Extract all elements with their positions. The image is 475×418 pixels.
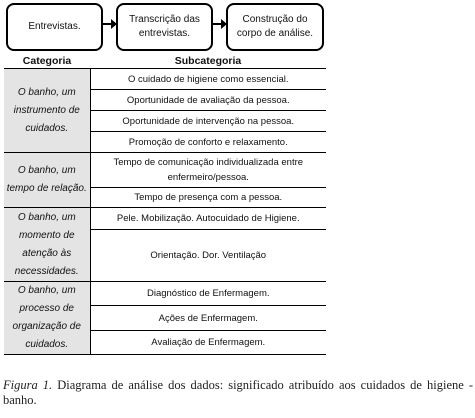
subcategory-cell: Pele. Mobilização. Autocuidado de Higiene. [90, 208, 326, 230]
flow-box-label: Entrevistas. [28, 21, 81, 32]
table-row [4, 208, 326, 230]
table-row [4, 69, 326, 90]
figure-caption [3, 378, 473, 408]
flow-box-entrevistas [6, 3, 103, 51]
category-cell: O banho, um instrumento de cuidados. [4, 69, 90, 153]
table-row [4, 282, 326, 306]
category-cell: O banho, um momento de atenção às necessidades. [4, 208, 90, 282]
category-cell: O banho, um tempo de relação. [4, 153, 90, 208]
subcategory-cell: Oportunidade de avaliação da pessoa. [90, 90, 326, 111]
caption-text: Diagrama de análise dos dados: significado atribuído aos cuidados de higiene - banho. [3, 378, 473, 407]
subcategory-cell: Tempo de comunicação individualizada entre enfermeiro/pessoa. [90, 153, 326, 188]
category-cell: O banho, um processo de organização de cuidados. [4, 282, 90, 355]
subcategory-cell: Avaliação de Enfermagem. [90, 331, 326, 355]
subcategory-cell: Diagnóstico de Enfermagem. [90, 282, 326, 306]
header-subcategoria: Subcategoria [90, 53, 326, 69]
subcategory-cell: Promoção de conforto e relaxamento. [90, 132, 326, 153]
subcategory-cell: Ações de Enfermagem. [90, 306, 326, 331]
category-table [4, 53, 326, 355]
flow-box-transcricao [116, 3, 213, 51]
table-row [4, 153, 326, 188]
subcategory-cell: Oportunidade de intervenção na pessoa. [90, 111, 326, 132]
subcategory-cell: Tempo de presença com a pessoa. [90, 188, 326, 208]
caption-label: Figura 1. [3, 378, 53, 392]
subcategory-cell: O cuidado de higiene como essencial. [90, 69, 326, 90]
header-categoria: Categoria [4, 53, 90, 69]
flow-box-construcao [226, 3, 324, 51]
subcategory-cell: Orientação. Dor. Ventilação [90, 230, 326, 282]
flow-box-label: Construção do corpo de análise. [236, 14, 314, 39]
flow-box-label: Transcrição das entrevistas. [129, 14, 200, 39]
table-header-row [4, 53, 326, 69]
